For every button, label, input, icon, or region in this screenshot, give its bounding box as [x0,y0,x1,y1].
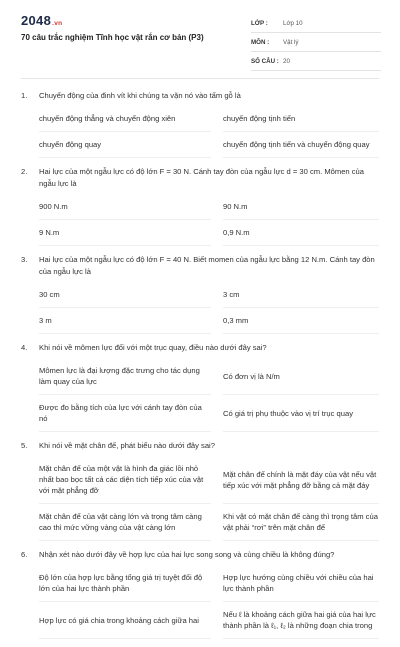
question-header [21,254,379,278]
meta-value: Lớp 10 [283,19,303,27]
question-header [21,549,379,561]
answer-option[interactable]: 9 N.m [39,220,211,246]
question-number: 3. [21,255,28,264]
header [0,0,400,70]
question-header [21,166,379,190]
question-text: Khi nói về mặt chân đế, phát biểu nào dưới đây sai? [39,441,215,450]
answer-option[interactable]: chuyển động tịnh tiến [223,106,379,132]
answer-option[interactable]: 900 N.m [39,194,211,220]
answer-option[interactable]: chuyển động quay [39,132,211,158]
answer-option[interactable]: Mặt chân đế của vật càng lớn và trọng tâm càng cao thì mức vững vàng của vật càng lớn [39,504,211,541]
meta-row-count [251,52,381,71]
options [39,106,379,158]
question-text: Hai lực của một ngẫu lực có độ lớn F = 30 N. Cánh tay đòn của ngẫu lực d = 30 cm. Mômen của ngẫu lực là [39,167,364,188]
question-6 [21,549,379,639]
page-title: 70 câu trắc nghiệm Tĩnh học vật rắn cơ bản (P3) [21,33,204,42]
answer-option[interactable]: Hợp lực có giá chia trong khoảng cách giữa hai [39,602,211,639]
question-number: 4. [21,343,28,352]
options [39,565,379,639]
logo-main: 2048 [21,13,52,28]
question-2 [21,166,379,246]
answer-option[interactable]: 90 N.m [223,194,379,220]
answer-option[interactable]: chuyển động tịnh tiến và chuyển động quay [223,132,379,158]
answer-option[interactable]: Mặt chân đế của một vật là hình đa giác lồi nhỏ nhất bao bọc tất cả các diện tích tiếp xúc của vật với mặt phẳng đỡ [39,456,211,504]
answer-option[interactable]: 3 m [39,308,211,334]
meta-row-subject [251,33,381,52]
answer-option[interactable]: Nếu ℓ là khoảng cách giữa hai giá của hai lực thành phần là ℓ₁, ℓ₂ là những đoạn chia trong [223,602,379,639]
question-number: 1. [21,91,28,100]
meta-info [251,14,381,71]
options [39,194,379,246]
question-header [21,342,379,354]
question-text: Chuyển động của đinh vít khi chúng ta vặn nó vào tấm gỗ là [39,91,241,100]
answer-option[interactable]: 30 cm [39,282,211,308]
options [39,456,379,541]
question-number: 2. [21,167,28,176]
question-header [21,440,379,452]
answer-option[interactable]: Được đo bằng tích của lực với cánh tay đòn của nó [39,395,211,432]
question-number: 5. [21,441,28,450]
answer-option[interactable]: 3 cm [223,282,379,308]
meta-label: LỚP : [251,19,268,27]
options [39,282,379,334]
answer-option[interactable]: chuyển động thẳng và chuyển động xiên [39,106,211,132]
logo-suffix: .vn [52,20,63,27]
meta-value: 20 [283,57,290,65]
question-header [21,90,379,102]
answer-option[interactable]: 0,3 mm [223,308,379,334]
answer-option[interactable]: Độ lớn của hợp lực bằng tổng giá trị tuyệt đối độ lớn của hai lực thành phần [39,565,211,602]
answer-option[interactable]: Mặt chân đế chính là mặt đáy của vật nếu vật tiếp xúc với mặt phẳng đỡ bằng cả mặt đáy [223,456,379,504]
answer-option[interactable]: 0,9 N.m [223,220,379,246]
meta-value: Vật lý [283,38,299,46]
meta-label: MÔN : [251,38,270,46]
question-4 [21,342,379,432]
answer-option[interactable]: Có giá trị phụ thuộc vào vị trí trục quay [223,395,379,432]
answer-option[interactable]: Hợp lực hướng cùng chiều với chiều của hai lực thành phần [223,565,379,602]
meta-label: SỐ CÂU : [251,57,279,65]
options [39,358,379,432]
question-list [21,90,379,647]
meta-row-class [251,14,381,33]
question-5 [21,440,379,541]
question-text: Khi nói về mômen lực đối với một trục quay, điều nào dưới đây sai? [39,343,267,352]
site-logo[interactable] [21,13,62,28]
question-text: Nhận xét nào dưới đây về hợp lực của hai lực song song và cùng chiều là không đúng? [39,550,335,559]
answer-option[interactable]: Mômen lực là đại lượng đặc trưng cho tác dụng làm quay của lực [39,358,211,395]
question-1 [21,90,379,158]
header-divider [21,78,379,79]
question-number: 6. [21,550,28,559]
question-text: Hai lực của một ngẫu lực có độ lớn F = 40 N. Biết momen của ngẫu lực bằng 12 N.m. Cánh tay đòn của ngẫu lực là [39,255,375,276]
answer-option[interactable]: Khi vật có mặt chân đế càng thì trọng tâm của vật phải “rơi” trên mặt chân đế [223,504,379,541]
question-3 [21,254,379,334]
answer-option[interactable]: Có đơn vị là N/m [223,358,379,395]
